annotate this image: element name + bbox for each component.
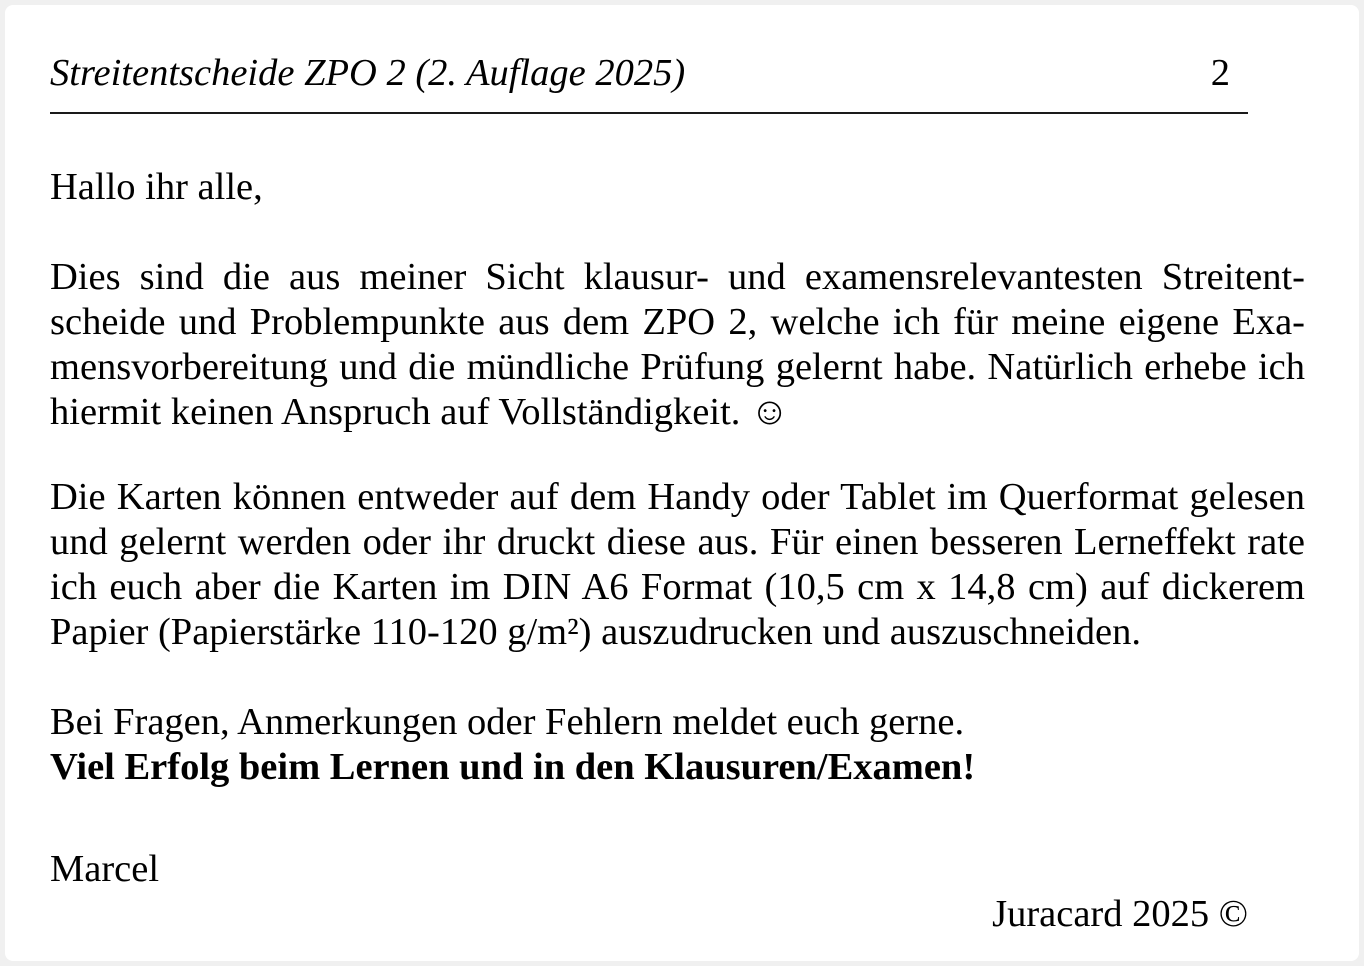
document-page <box>5 5 1359 961</box>
document-title: Streitentscheide ZPO 2 (2. Auflage 2025) <box>50 52 686 94</box>
intro-line-3: mensvorbereitung und die mündliche Prüfung gelernt habe. Natürlich erhebe ich <box>50 346 1305 388</box>
paragraph-intro <box>50 255 1305 435</box>
paragraph-cards <box>50 475 1305 655</box>
page-header <box>50 51 1248 114</box>
greeting-line: Hallo ihr alle, <box>50 166 263 208</box>
intro-line-4: hiermit keinen Anspruch auf Vollständigkeit. ☺ <box>50 391 790 433</box>
signature-line: Marcel <box>50 848 160 890</box>
paragraph-feedback <box>50 700 1305 790</box>
page-number: 2 <box>1210 52 1230 94</box>
copyright-line: Juracard 2025 © <box>992 893 1248 935</box>
cards-line-4: Papier (Papierstärke 110-120 g/m²) auszudrucken und auszuschneiden. <box>50 611 1141 653</box>
cards-line-1: Die Karten können entweder auf dem Handy oder Tablet im Querformat gelesen <box>50 476 1305 518</box>
good-luck-line: Viel Erfolg beim Lernen und in den Klausuren/Examen! <box>50 746 976 788</box>
intro-line-2: scheide und Problempunkte aus dem ZPO 2, welche ich für meine eigene Exa- <box>50 301 1305 343</box>
cards-line-3: ich euch aber die Karten im DIN A6 Format (10,5 cm x 14,8 cm) auf dickerem <box>50 566 1305 608</box>
document-body <box>50 165 1305 937</box>
feedback-line: Bei Fragen, Anmerkungen oder Fehlern meldet euch gerne. <box>50 701 965 743</box>
intro-line-1: Dies sind die aus meiner Sicht klausur- und examensrelevantesten Streitent- <box>50 256 1305 298</box>
cards-line-2: und gelernt werden oder ihr druckt diese aus. Für einen besseren Lerneffekt rate <box>50 521 1305 563</box>
